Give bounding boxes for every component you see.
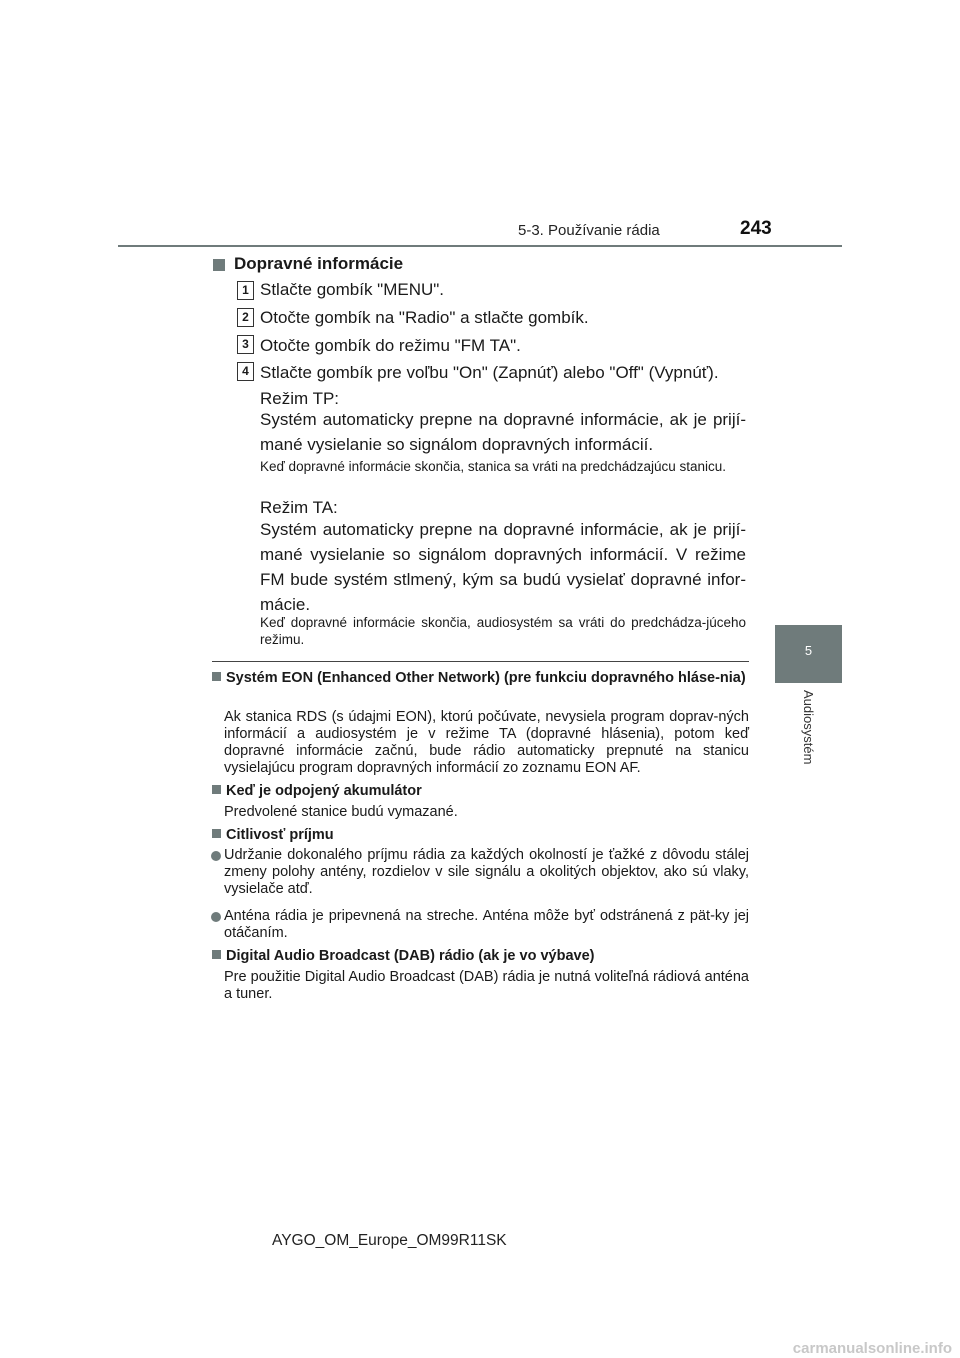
note-bullet-text: Anténa rádia je pripevnená na streche. Anténa môže byť odstránená z pät-ky jej otáčaním. xyxy=(224,908,749,941)
mode-ta-title: Režim TA: xyxy=(260,498,338,517)
square-bullet-icon xyxy=(212,829,221,838)
square-bullet-icon xyxy=(212,672,221,681)
step-number-box: 1 xyxy=(237,281,254,300)
mode-tp-text: Systém automaticky prepne na dopravné informácie, ak je prijí-mané vysielanie so signálom dopravných informácií. xyxy=(260,410,746,454)
note-heading-dab xyxy=(212,948,749,965)
step-number-box: 2 xyxy=(237,308,254,327)
document-code: AYGO_OM_Europe_OM99R11SK xyxy=(272,1232,507,1249)
step-text: Otočte gombík do režimu "FM TA". xyxy=(260,336,521,355)
square-bullet-icon xyxy=(212,785,221,794)
note-body-dab: Pre použitie Digital Audio Broadcast (DAB) rádia je nutná voliteľná rádiová anténa a tuner. xyxy=(224,969,749,1002)
step-text: Otočte gombík na "Radio" a stlačte gombík. xyxy=(260,308,589,327)
note-bullet-text: Udržanie dokonalého príjmu rádia za každých okolností je ťažké z dôvodu stálej zmeny polohy antény, rozdielov v sile signálu a okolitých objektov, ako sú vlaky, vysielače atď. xyxy=(224,847,749,897)
step-number-box: 3 xyxy=(237,335,254,354)
note-heading-text: Systém EON (Enhanced Other Network) (pre funkciu dopravného hláse-nia) xyxy=(226,670,746,686)
note-heading-battery xyxy=(212,783,749,800)
round-bullet-icon xyxy=(211,851,221,861)
step-text: Stlačte gombík pre voľbu "On" (Zapnúť) alebo "Off" (Vypnúť). xyxy=(260,363,719,382)
step-text: Stlačte gombík "MENU". xyxy=(260,280,445,299)
square-bullet-icon xyxy=(212,950,221,959)
note-heading-text: Digital Audio Broadcast (DAB) rádio (ak je vo výbave) xyxy=(226,948,595,964)
step-number-box: 4 xyxy=(237,362,254,381)
section-heading xyxy=(213,254,403,274)
section-divider xyxy=(212,661,749,662)
mode-ta-note: Keď dopravné informácie skončia, audiosystém sa vráti do predchádza-júceho režimu. xyxy=(260,615,746,647)
note-body-eon: Ak stanica RDS (s údajmi EON), ktorú počúvate, nevysiela program doprav-ných informácií a audiosystém je v režime TA (dopravné hlásenia), potom keď dopravné informácie začnú, bude rádio automaticky prepnuté na stanicu vysielajúcu program dopravných informácií zo zoznamu EON AF. xyxy=(224,709,749,776)
note-heading-text: Citlivosť príjmu xyxy=(226,827,334,843)
chapter-number: 5 xyxy=(804,643,813,658)
section-title: 5-3. Používanie rádia xyxy=(518,222,660,239)
note-body-battery: Predvolené stanice budú vymazané. xyxy=(224,804,458,820)
note-heading-eon xyxy=(212,670,749,687)
round-bullet-icon xyxy=(211,912,221,922)
note-heading-text: Keď je odpojený akumulátor xyxy=(226,783,422,799)
page-number: 243 xyxy=(740,218,772,239)
mode-ta-text: Systém automaticky prepne na dopravné informácie, ak je prijí-mané vysielanie so signálom dopravných informácií. V režime FM bude systém stlmený, kým sa budú vysielať dopravné infor-mácie. xyxy=(260,520,746,614)
square-bullet-icon xyxy=(213,259,225,271)
watermark-text: carmanualsonline.info xyxy=(792,1340,952,1357)
mode-tp-note: Keď dopravné informácie skončia, stanica sa vráti na predchádzajúcu stanicu. xyxy=(260,459,727,474)
chapter-tab[interactable] xyxy=(775,625,842,683)
chapter-label-wrap xyxy=(768,690,848,800)
mode-tp-title: Režim TP: xyxy=(260,389,340,408)
note-heading-sensitivity xyxy=(212,827,749,844)
section-heading-text: Dopravné informácie xyxy=(234,254,404,273)
header-rule xyxy=(118,245,842,247)
chapter-label: Audiosystém xyxy=(801,690,816,765)
